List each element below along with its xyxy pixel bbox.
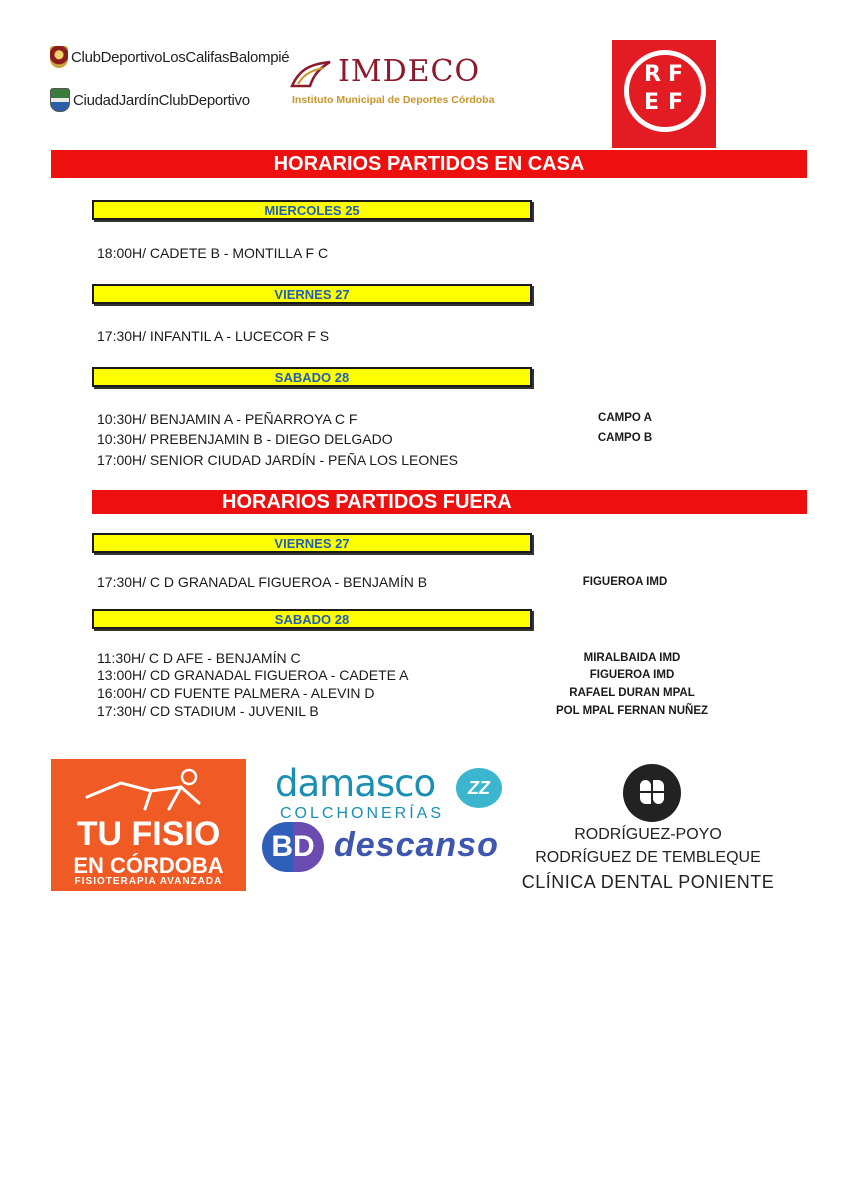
away-section-title: HORARIOS PARTIDOS FUERA [92, 490, 807, 514]
damasco-logo-text: damasco [275, 762, 436, 805]
tu-fisio-logo [51, 759, 246, 891]
club-ciudad-jardin-name: CiudadJardínClubDeportivo [73, 91, 250, 109]
dental-line2: RODRÍGUEZ DE TEMBLEQUE [535, 849, 761, 866]
away-day-saturday: SABADO 28 [92, 609, 532, 629]
rfef-logo [612, 40, 716, 148]
rfef-letter: R [644, 62, 661, 87]
clinica-dental-logo-icon [623, 764, 681, 822]
away-match: 11:30H/ C D AFE - BENJAMÍN C [97, 650, 301, 666]
home-match: 10:30H/ BENJAMIN A - PEÑARROYA C F [97, 411, 358, 427]
tu-fisio-line2: EN CÓRDOBA [73, 853, 224, 878]
runner-icon [81, 765, 221, 811]
descanso-bd-icon: BD [262, 822, 324, 872]
imdeco-logo [290, 54, 520, 114]
club-califas-logo [50, 46, 289, 68]
away-venue: MIRALBAIDA IMD [583, 652, 681, 664]
home-venue: CAMPO A [598, 412, 652, 424]
damasco-subtitle: COLCHONERÍAS [280, 805, 445, 822]
ciudad-jardin-crest-icon [50, 88, 70, 112]
rfef-letter: F [668, 90, 684, 115]
imdeco-bird-icon [290, 58, 334, 92]
away-match: 17:30H/ CD STADIUM - JUVENIL B [97, 703, 319, 719]
home-match: 18:00H/ CADETE B - MONTILLA F C [97, 245, 329, 261]
califas-crest-icon [50, 46, 68, 68]
descanso-logo-text: descanso [334, 826, 499, 864]
away-venue: POL MPAL FERNAN NUÑEZ [555, 705, 709, 717]
home-match: 17:00H/ SENIOR CIUDAD JARDÍN - PEÑA LOS LEONES [97, 452, 458, 468]
home-match: 10:30H/ PREBENJAMIN B - DIEGO DELGADO [97, 431, 393, 447]
away-venue: FIGUEROA IMD [582, 576, 668, 588]
home-day-wednesday: MIERCOLES 25 [92, 200, 532, 220]
tu-fisio-line3: FISIOTERAPIA AVANZADA [74, 876, 223, 887]
imdeco-subtitle: Instituto Municipal de Deportes Córdoba [292, 94, 495, 106]
dental-line3: CLÍNICA DENTAL PONIENTE [521, 872, 775, 892]
away-day-friday: VIERNES 27 [92, 533, 532, 553]
away-venue: RAFAEL DURAN MPAL [569, 687, 695, 699]
away-venue: FIGUEROA IMD [589, 669, 675, 681]
dental-line1: RODRÍGUEZ-POYO [574, 826, 722, 843]
rfef-circle-icon [624, 50, 706, 132]
away-match: 13:00H/ CD GRANADAL FIGUEROA - CADETE A [97, 667, 409, 683]
away-match: 17:30H/ C D GRANADAL FIGUEROA - BENJAMÍN B [97, 574, 428, 590]
home-venue: CAMPO B [597, 432, 653, 444]
club-califas-name: ClubDeportivoLosCalifasBalompié [71, 48, 290, 66]
club-ciudad-jardin-logo [50, 88, 250, 112]
tu-fisio-line1: TU FISIO [76, 815, 221, 853]
home-day-friday: VIERNES 27 [92, 284, 532, 304]
rfef-letter: F [668, 62, 684, 87]
home-section-title: HORARIOS PARTIDOS EN CASA [51, 150, 807, 178]
rfef-letter: E [644, 90, 660, 115]
imdeco-title: IMDECO [338, 54, 481, 89]
away-match: 16:00H/ CD FUENTE PALMERA - ALEVIN D [97, 685, 375, 701]
home-day-saturday: SABADO 28 [92, 367, 532, 387]
home-match: 17:30H/ INFANTIL A - LUCECOR F S [97, 328, 330, 344]
damasco-zz-icon: ZZ [456, 768, 502, 808]
